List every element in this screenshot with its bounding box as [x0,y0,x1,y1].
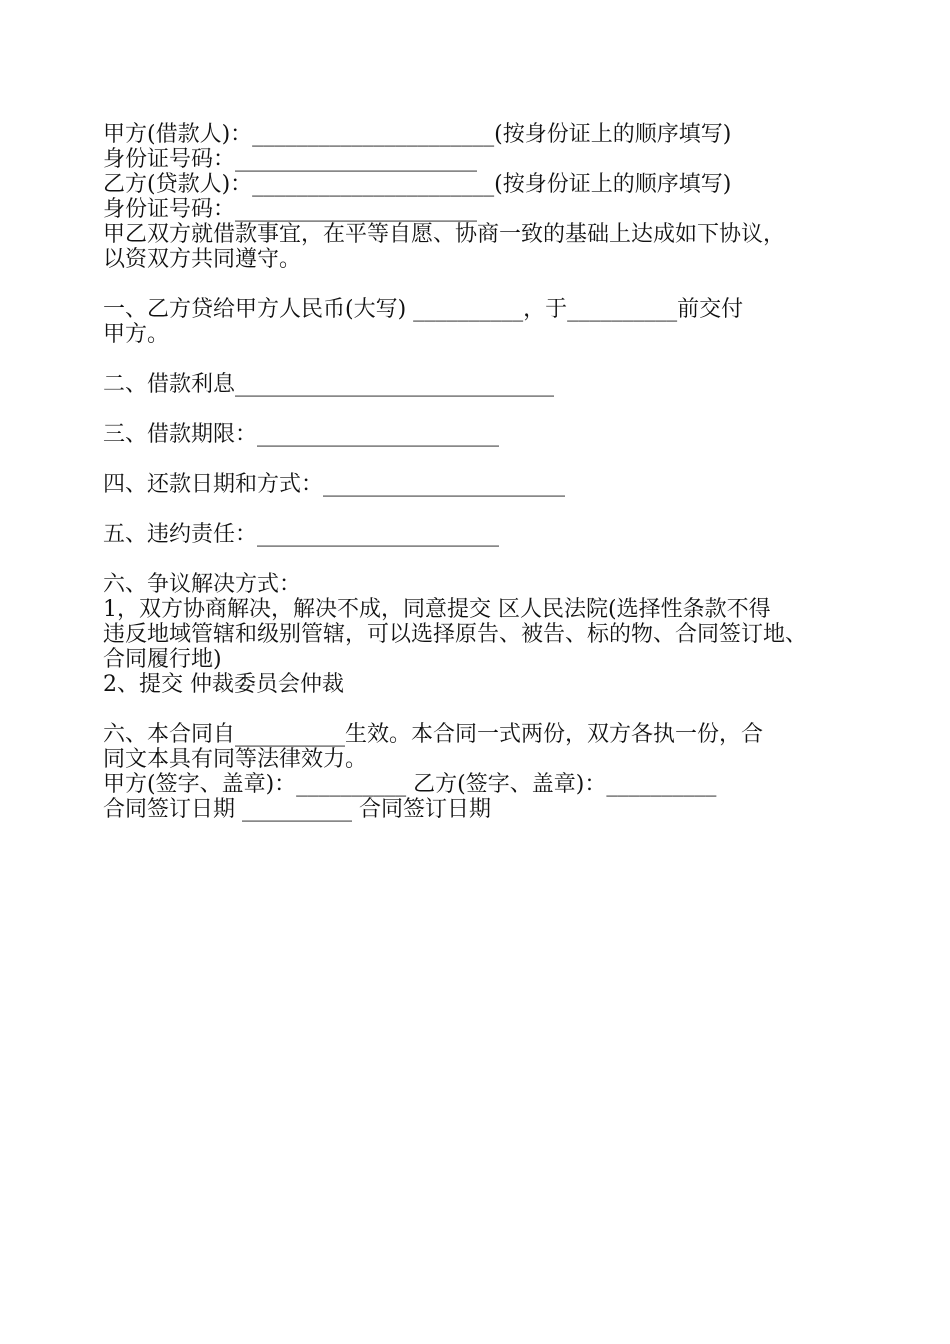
clause-1-line-2: 甲方。 [103,322,170,347]
clause-6-item-1-line-2: 违反地域管辖和级别管辖，可以选择原告、被告、标的物、合同签订地、 [103,622,808,647]
clause-6-dispute [103,572,863,697]
clause-7-line-2: 同文本具有同等法律效力。 [103,747,368,772]
party-a-line: 甲方(借款人)：______________________(按身份证上的顺序填写) [103,122,732,147]
parties-section [103,122,863,272]
clause-4 [103,472,863,497]
clause-6-item-1-line-3: 合同履行地) [103,647,222,672]
clause-1 [103,297,863,347]
clause-6-item-2: 2、提交 仲裁委员会仲裁 [103,672,344,697]
clause-2-line: 二、借款利息_____________________________ [103,372,555,397]
signature-line: 甲方(签字、盖章)：__________ 乙方(签字、盖章)：__________ [103,772,717,797]
clause-1-line-1: 一、乙方贷给甲方人民币(大写) __________，于__________前交付 [103,297,744,322]
clause-5-line: 五、违约责任：______________________ [103,522,500,547]
party-b-line: 乙方(贷款人)：______________________(按身份证上的顺序填写) [103,172,732,197]
party-a-id-line: 身份证号码：______________________ [103,147,478,172]
clause-4-line: 四、还款日期和方式：______________________ [103,472,566,497]
clause-7-line-1: 六、本合同自__________生效。本合同一式两份，双方各执一份，合 [103,722,764,747]
signing-date-line: 合同签订日期 __________ 合同签订日期 [103,797,491,822]
clause-3 [103,422,863,447]
clause-2 [103,372,863,397]
clause-7-effective [103,722,863,822]
clause-3-line: 三、借款期限：______________________ [103,422,500,447]
party-b-id-line: 身份证号码：______________________ [103,197,478,222]
clause-5 [103,522,863,547]
contract-document [103,122,863,822]
clause-6-item-1-line-1: 1，双方协商解决，解决不成，同意提交 区人民法院(选择性条款不得 [103,597,771,622]
clause-6-title: 六、争议解决方式： [103,572,302,597]
intro-line-2: 以资双方共同遵守。 [103,247,302,272]
intro-line-1: 甲乙双方就借款事宜，在平等自愿、协商一致的基础上达成如下协议， [103,222,786,247]
